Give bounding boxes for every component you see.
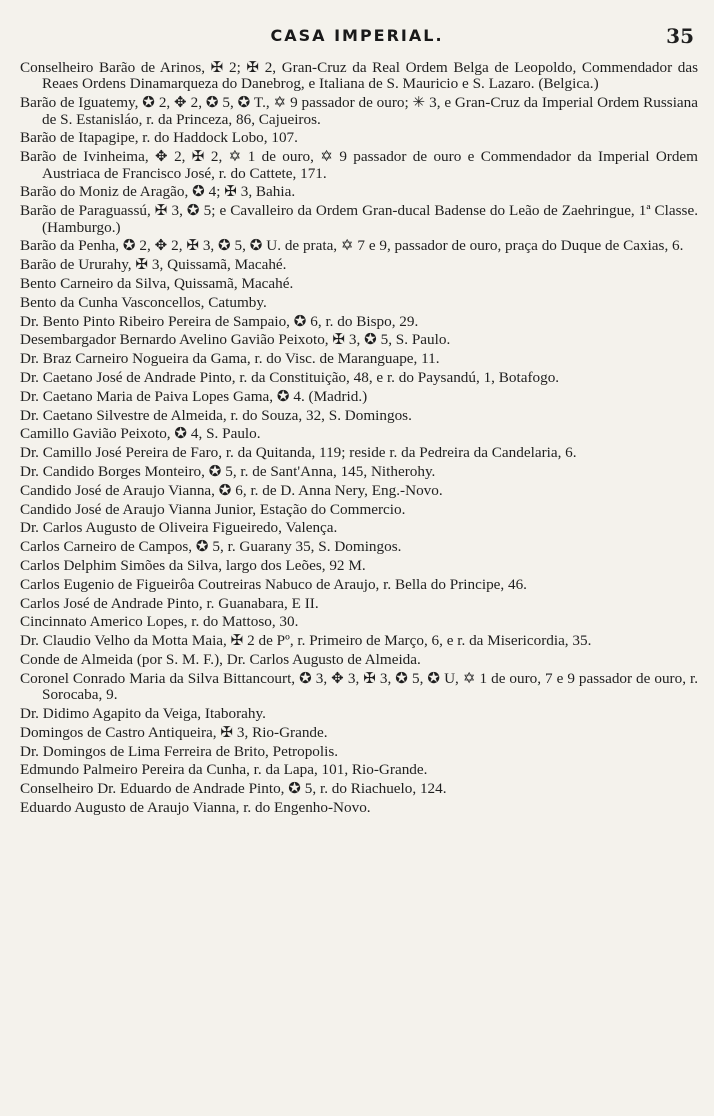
directory-entry: Barão de Ururahy, ✠ 3, Quissamã, Macahé. xyxy=(20,256,287,274)
page-title: CASA IMPERIAL. xyxy=(270,26,444,45)
directory-entry: Candido José de Araujo Vianna Junior, Estação do Commercio. xyxy=(20,500,406,518)
directory-entry: Eduardo Augusto de Araujo Vianna, r. do Engenho-Novo. xyxy=(20,798,371,816)
page-header xyxy=(0,20,714,50)
directory-entry: Barão da Penha, ✪ 2, ✥ 2, ✠ 3, ✪ 5, ✪ U. de prata, ✡ 7 e 9, passador de ouro, praça do Duque de Caxias, 6. xyxy=(20,237,684,255)
directory-entry: Dr. Caetano Silvestre de Almeida, r. do Souza, 32, S. Domingos. xyxy=(20,406,412,424)
directory-entry: Barão do Moniz de Aragão, ✪ 4; ✠ 3, Bahia. xyxy=(20,183,296,201)
directory-entry: Dr. Bento Pinto Ribeiro Pereira de Sampaio, ✪ 6, r. do Bispo, 29. xyxy=(20,312,419,330)
directory-entry: Carlos Carneiro de Campos, ✪ 5, r. Guarany 35, S. Domingos. xyxy=(20,538,402,556)
directory-entry: Dr. Claudio Velho da Motta Maia, ✠ 2 de Pº, r. Primeiro de Março, 6, e r. da Misericordia, 35. xyxy=(20,632,592,650)
directory-entry: Barão de Itapagipe, r. do Haddock Lobo, 107. xyxy=(20,129,298,147)
directory-entry: Dr. Braz Carneiro Nogueira da Gama, r. do Visc. de Maranguape, 11. xyxy=(20,350,440,368)
directory-entry: Cincinnato Americo Lopes, r. do Mattoso, 30. xyxy=(20,613,299,631)
directory-entry: Conde de Almeida (por S. M. F.), Dr. Carlos Augusto de Almeida. xyxy=(20,650,421,668)
directory-entry: Dr. Domingos de Lima Ferreira de Brito, Petropolis. xyxy=(20,742,339,760)
directory-entry: Carlos Eugenio de Figueirôa Coutreiras Nabuco de Araujo, r. Bella do Principe, 46. xyxy=(20,575,527,593)
directory-entry: Candido José de Araujo Vianna, ✪ 6, r. de D. Anna Nery, Eng.-Novo. xyxy=(20,481,443,499)
directory-entry: Dr. Camillo José Pereira de Faro, r. da Quitanda, 119; reside r. da Pedreira da Candelaria, 6. xyxy=(20,444,577,462)
directory-entry: Carlos Delphim Simões da Silva, largo dos Leões, 92 M. xyxy=(20,556,366,574)
directory-entry: Carlos José de Andrade Pinto, r. Guanabara, E II. xyxy=(20,594,319,612)
directory-entry: Camillo Gavião Peixoto, ✪ 4, S. Paulo. xyxy=(20,425,261,443)
directory-entry: Barão de Ivinheima, ✥ 2, ✠ 2, ✡ 1 de ouro, ✡ 9 passador de ouro e Commendador da Imperial Ordem Austriaca de Francisco José, r. do Cattete, 171. xyxy=(20,148,698,182)
directory-entry: Domingos de Castro Antiqueira, ✠ 3, Rio-Grande. xyxy=(20,723,328,741)
directory-entry: Bento da Cunha Vasconcellos, Catumby. xyxy=(20,293,267,311)
directory-entry: Edmundo Palmeiro Pereira da Cunha, r. da Lapa, 101, Rio-Grande. xyxy=(20,761,428,779)
directory-entry: Conselheiro Dr. Eduardo de Andrade Pinto, ✪ 5, r. do Riachuelo, 124. xyxy=(20,780,447,798)
page-number: 35 xyxy=(666,24,694,48)
directory-entry: Dr. Candido Borges Monteiro, ✪ 5, r. de Sant'Anna, 145, Nitherohy. xyxy=(20,462,436,480)
directory-entry: Desembargador Bernardo Avelino Gavião Peixoto, ✠ 3, ✪ 5, S. Paulo. xyxy=(20,331,451,349)
directory-entry: Conselheiro Barão de Arinos, ✠ 2; ✠ 2, Gran-Cruz da Real Ordem Belga de Leopoldo, Commendador das Reaes Ordens Dinamarqueza do Danebrog, e Italiana de S. Mauricio e S. Lazaro. (Belgica.) xyxy=(20,59,698,93)
directory-entry: Coronel Conrado Maria da Silva Bittancourt, ✪ 3, ✥ 3, ✠ 3, ✪ 5, ✪ U, ✡ 1 de ouro, 7 e 9 passador de ouro, r. Sorocaba, 9. xyxy=(20,669,698,704)
directory-entry: Bento Carneiro da Silva, Quissamã, Macahé. xyxy=(20,275,294,292)
directory-entry: Barão de Paraguassú, ✠ 3, ✪ 5; e Cavalleiro da Ordem Gran-ducal Badense do Leão de Zaehringue, 1ª Classe. (Hamburgo.) xyxy=(20,202,698,236)
directory-entry: Dr. Didimo Agapito da Veiga, Itaborahy. xyxy=(20,704,266,722)
directory-entry: Barão de Iguatemy, ✪ 2, ✥ 2, ✪ 5, ✪ T., ✡ 9 passador de ouro; ✳ 3, e Gran-Cruz da Imperial Ordem Russiana de S. Estanisláo, r. da Princeza, 86, Cajueiros. xyxy=(20,94,698,128)
directory-entry: Dr. Carlos Augusto de Oliveira Figueiredo, Valença. xyxy=(20,519,338,537)
directory-entry: Dr. Caetano Maria de Paiva Lopes Gama, ✪ 4. (Madrid.) xyxy=(20,387,368,405)
directory-entry: Dr. Caetano José de Andrade Pinto, r. da Constituição, 48, e r. do Paysandú, 1, Botafogo. xyxy=(20,368,560,386)
directory-entries xyxy=(20,60,698,819)
